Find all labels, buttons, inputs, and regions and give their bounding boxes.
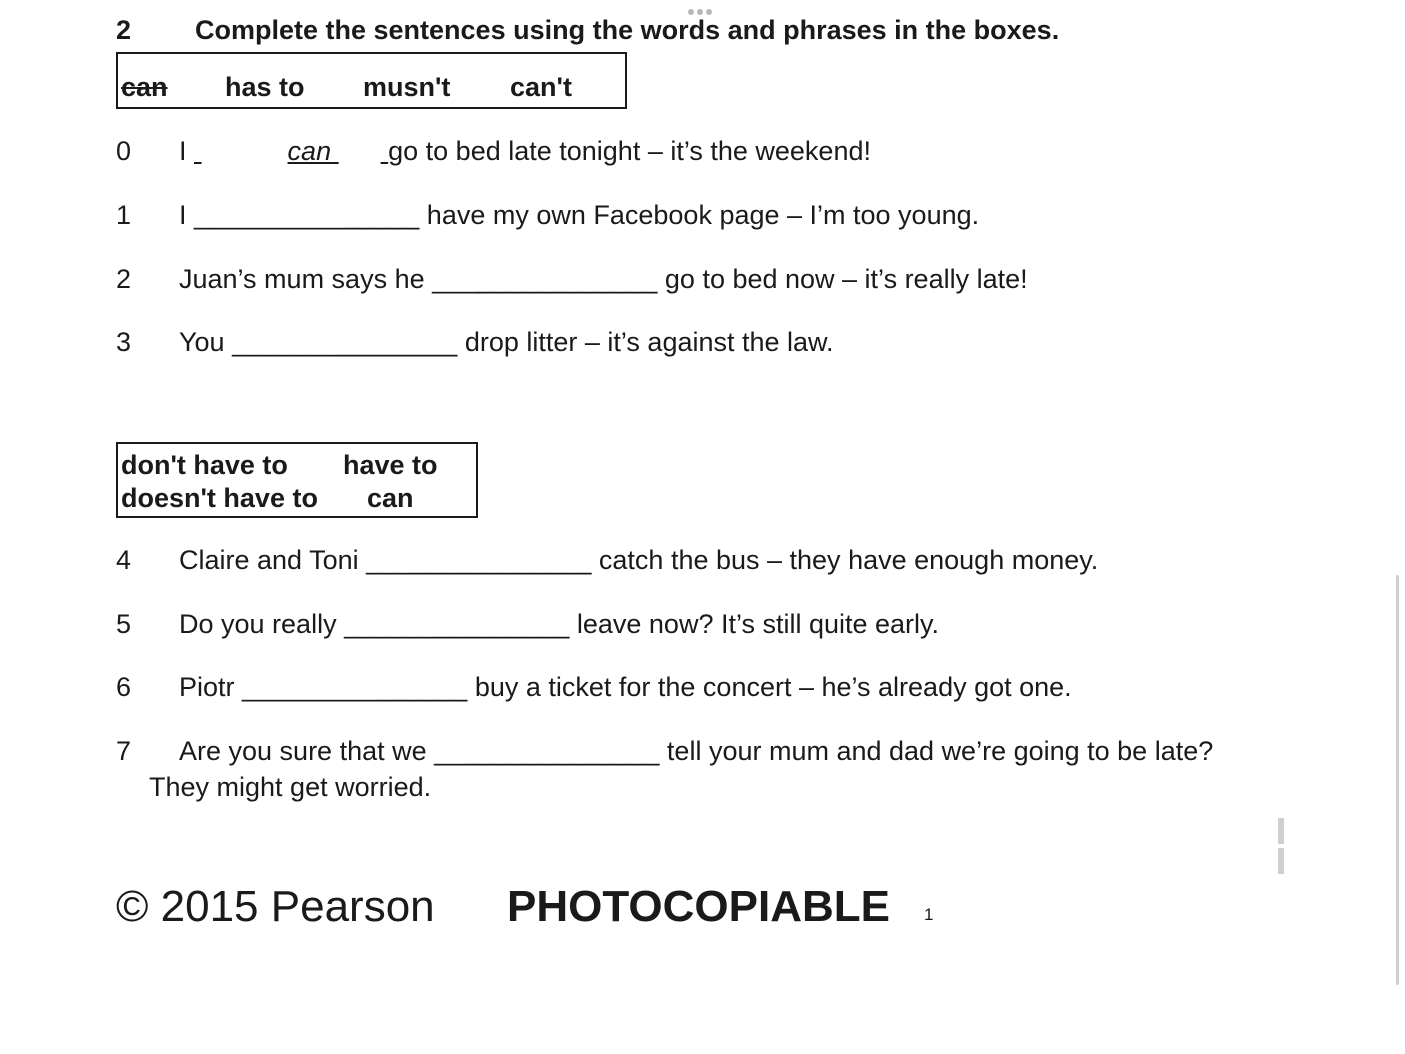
item-before: Do you really xyxy=(179,609,337,639)
item-after: leave now? It’s still quite early. xyxy=(576,609,940,639)
item-before: I xyxy=(179,200,187,230)
answer-blank[interactable]: _______________ xyxy=(242,672,468,702)
item-number: 0 xyxy=(116,136,132,166)
exercise-number: 2 xyxy=(116,15,132,45)
word-box-2-item: can xyxy=(367,483,414,513)
answer-blank[interactable]: _______________ xyxy=(432,264,658,294)
answer-blank[interactable]: _______________ xyxy=(194,200,420,230)
word-box-1-item: can xyxy=(121,72,168,102)
word-box-1 xyxy=(116,52,627,109)
item-after: tell your mum and dad we’re going to be late? xyxy=(666,736,1214,766)
exercise-heading xyxy=(116,15,1059,46)
item-number: 1 xyxy=(116,200,132,230)
answer-blank[interactable]: _______________ xyxy=(434,736,660,766)
word-box-2-item: have to xyxy=(343,450,438,480)
item-after: go to bed late tonight – it’s the weekend! xyxy=(388,136,871,166)
item-number: 2 xyxy=(116,264,132,294)
item-number: 4 xyxy=(116,545,132,575)
item-before: You xyxy=(179,327,225,357)
item-after: drop litter – it’s against the law. xyxy=(464,327,834,357)
exercise-item-7-continuation: They might get worried. xyxy=(149,772,432,802)
word-box-2 xyxy=(116,442,478,518)
item-before: I xyxy=(179,136,187,166)
item-before: Are you sure that we xyxy=(179,736,427,766)
page-nav-handle[interactable] xyxy=(1278,818,1284,878)
item-text xyxy=(179,136,871,167)
example-answer: can xyxy=(287,136,332,166)
item-after: buy a ticket for the concert – he’s already got one. xyxy=(474,672,1072,702)
item-number: 6 xyxy=(116,672,132,702)
word-box-2-item: doesn't have to xyxy=(121,483,318,513)
word-box-1-item: has to xyxy=(225,72,305,102)
word-box-1-item: musn't xyxy=(363,72,451,102)
item-before: Juan’s mum says he xyxy=(179,264,425,294)
word-box-2-item: don't have to xyxy=(121,450,288,480)
item-before: Claire and Toni xyxy=(179,545,359,575)
answer-blank[interactable]: _______________ xyxy=(232,327,458,357)
scrollbar[interactable] xyxy=(1396,575,1399,985)
page-number: 1 xyxy=(924,905,934,924)
item-after: go to bed now – it’s really late! xyxy=(664,264,1028,294)
photocopiable-label: PHOTOCOPIABLE xyxy=(507,882,891,931)
answer-blank[interactable]: _______________ xyxy=(366,545,592,575)
word-box-1-item: can't xyxy=(510,72,572,102)
item-number: 3 xyxy=(116,327,132,357)
item-number: 5 xyxy=(116,609,132,639)
exercise-instruction: Complete the sentences using the words and phrases in the boxes. xyxy=(195,15,1060,45)
item-number: 7 xyxy=(116,736,132,766)
item-after: catch the bus – they have enough money. xyxy=(598,545,1099,575)
copyright-notice: © 2015 Pearson xyxy=(116,882,435,931)
answer-blank[interactable]: _______________ xyxy=(344,609,570,639)
item-before: Piotr xyxy=(179,672,235,702)
item-after: have my own Facebook page – I’m too young. xyxy=(426,200,980,230)
